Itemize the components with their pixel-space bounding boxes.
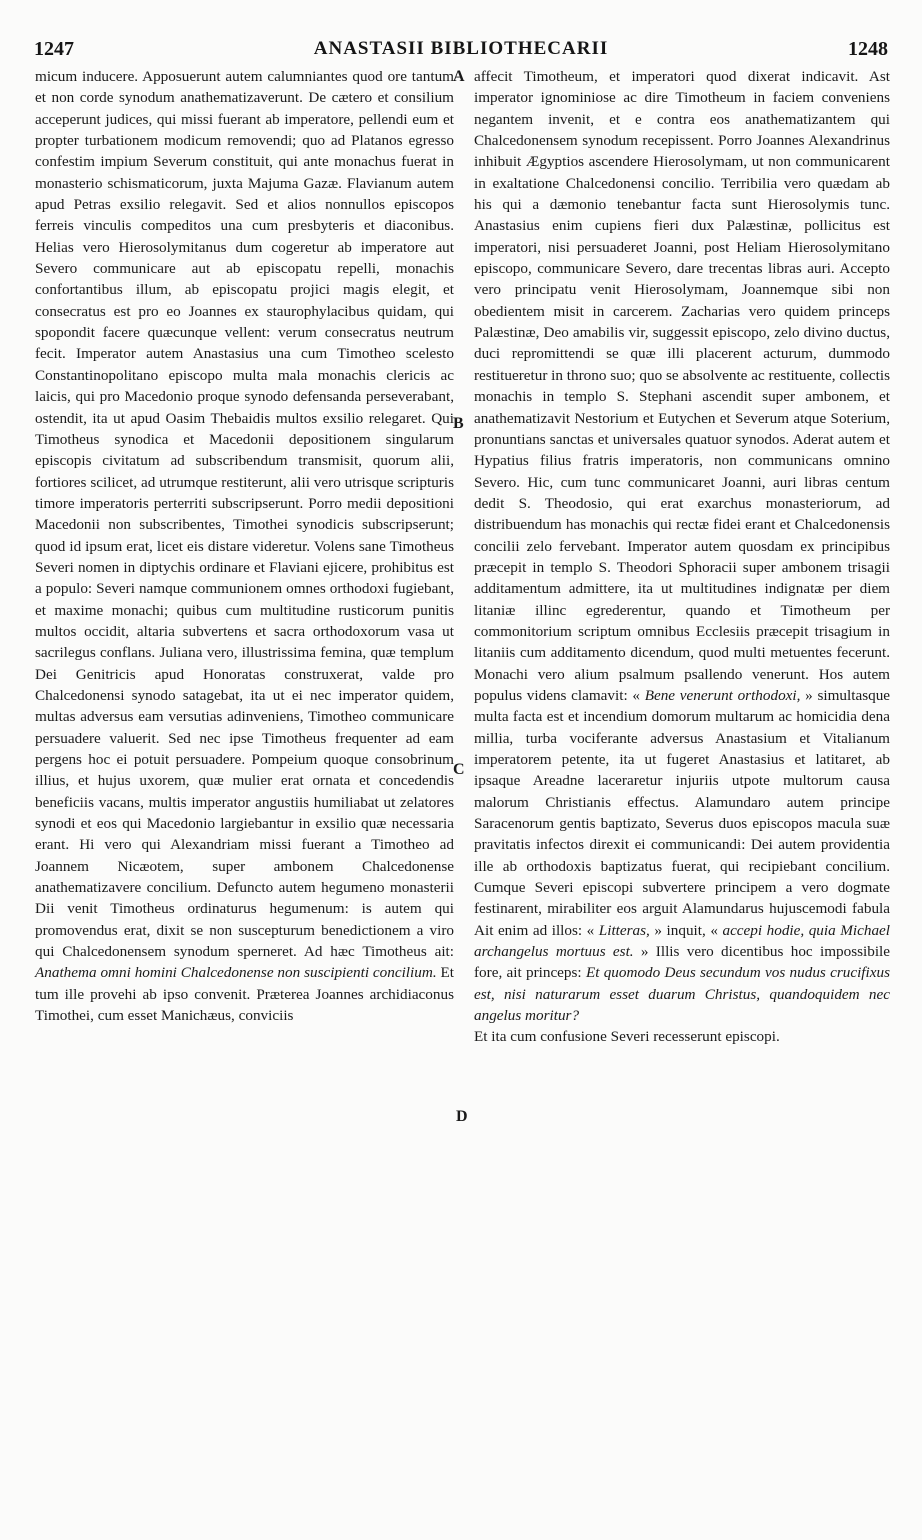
right-column-text — [474, 66, 890, 1048]
margin-marker-a: A — [453, 68, 465, 85]
michael-quote: accepi hodie, quia Michael archangelus mortuus est. — [474, 921, 891, 961]
margin-marker-b: B — [453, 415, 464, 432]
right-page-number: 1248 — [848, 38, 888, 60]
left-text-tail: Et tum ille provehi ab ipso convenit. Præterea Joannes archidiaconus Timothei, cum esset Manichæus, conviciis — [35, 964, 454, 1025]
margin-marker-c: C — [453, 761, 465, 778]
right-column — [474, 66, 890, 1048]
anathema-quote: Anathema omni homini Chalcedonense non suscipienti concilium. — [35, 964, 437, 982]
orthodoxi-quote: Bene venerunt orthodoxi, — [644, 686, 801, 704]
right-text-body: affecit Timotheum, et imperatori quod dixerat indicavit. Ast imperator ignominiose ac dire Timotheum in faciem conveniens negantem invenit, et e contra eos anathematizantem qui Chalcedonensem synodum recepissent. Porro Joannes Alexandrinus inhibuit Ægyptios ascendere Hierosolymam, ut non communicarent in exaltatione Chalcedonensi concilio. Terribilia vero quædam ab his qui a dæmonio tenebantur facta sunt Hierosolymis tunc. Anastasius enim cupiens fieri dux Palæstinæ, pollicitus est imperatori, nisi persuaderet Joanni, post Heliam Hierosolymitano episcopo, communicare Severo, dare trecentas libras auri. Accepto vero principatu venit Hierosolymam, Joannemque sibi non obedientem misit in carcerem. Zacharias vero quidem princeps Palæstinæ, Deo amabilis vir, suggessit episcopo, zelo divino ductus, duci repromittendi se quæ illi placerent acturum, dummodo restitueretur in throno suo; quo se absolvente ac restituente, collectis monachis in templo S. Stephani ascendit super ambonem, et anathematizavit Nestorium et Eutychen et Severum atque Soterium, pronuntians sanctas et universales quatuor synodos. Aderat autem et Hypatius filius fratris imperatoris, non communicans omnino Severo. Hic, cum tunc communicaret Joanni, auri libras centum dedit S. Theodosio, qui erat exarchus monasteriorum, ad distribuendum has monachis qui rectæ fidei erant et Chalcedonensis concilii zelo fervebant. Imperator autem quosdam ex principibus præcepit in templo S. Theodori Sphoracii super ambonem trisagii additamentum admittere, ita ut multitudines indignatæ per diem litaniæ illinc egrederentur, quando et Timotheum per commonitorium scriptum omnibus Ecclesiis præcepit trisagium in litaniis cum additamento dicendum, quod multi metuentes fecerunt. Monachi vero alium psalmum psallendo venerunt. Hos autem populus videns clamavit: « — [474, 68, 890, 704]
christus-quote: Et quomodo Deus secundum vos nudus crucifixus est, nisi naturarum esset duarum Christus, quandoquidem nec angelus moritur? — [474, 964, 890, 1025]
left-text-body: micum inducere. Apposuerunt autem calumniantes quod ore tantum et non corde synodum anathematizaverunt. De cætero et consilium acceperunt judices, qui missi fuerant ab imperatore, pellendi eum et propter turbationem modicum removendi; quo ad Platanos egresso confestim impium Severum constituit, qui ante monachus fuerat in monasterio schismaticorum, juxta Majuma Gazæ. Flavianum autem apud Petras exsilio relegavit. Sed et alios nonnullos episcopos ferreis vinculis compeditos una cum presbyteris et diaconibus. Helias vero Hierosolymitanus dum cogeretur ab imperatore aut Severo communicare aut ab episcopatu repelli, monachis confortantibus illum, ab episcopatu projici magis elegit, et consecratus est pro eo Joannes ex staurophylacibus quidam, qui spopondit facere quæcunque vellent: verum consecratus neutrum fecit. Imperator autem Anastasius una cum Timotheo scelesto Constantinopolitano episcopo multa mala monachis clericis ac laicis, qui pro Macedonio proque synodo defensanda perseverabant, ostendit, ita ut apud Oasim Thebaidis multos exsilio relegaret. Qui Timotheus synodica et Macedonii depositionem singularum episcopis civitatum ad subscribendum transmisit, quorum alii, fortiores scilicet, ad utrumque restiterunt, alii vero utrisque scripturis timore imperatoris perterriti subscripserunt. Porro medii depositioni Macedonii non subscribentes, Timothei synodicis subscripserunt; quod id ipsum erat, licet eis distare videretur. Volens sane Timotheus Severi nomen in diptychis ordinare et Flaviani ejicere, prohibitus est a populo: Severi namque communionem omnes orthodoxi fugiebant, et maxime monachi; quibus cum multitudine rusticorum punitis multos occidit, altaria subvertens et sacra orthodoxorum vasa ut sacrilegus conflans. Juliana vero, illustrissima femina, quæ templum Dei Genitricis apud Honoratas construxerat, valde pro Chalcedonensi synodo satagebat, ita ut ei nec imperator quidem, multas adversus eam versutias adinveniens, Timotheo communicare persuadere valuerit. Sed nec ipse Timotheus frequenter ad eam pergens hoc ei potuit persuadere. Pompeium quoque consobrinum illius, et hujus uxorem, quæ mulier erat ornata et concedendis beneficiis vacans, multis imperator angustiis humiliabat ut zelatores synodi et eos qui Macedonio largiebantur in exsilio quæ necessaria erant. Hi vero qui Alexandriam missi fuerant a Timotheo ad Joannem Nicæotem, super ambonem Chalcedonense anathematizavere concilium. Defuncto autem hegumeno monasterii Dii venit Timotheus ordinaturus hegumenum: is autem qui promovendus erat, dixit se non suscepturum benedictionem a viro qui Chalcedonensem synodum sperneret. Ad hæc Timotheus ait: — [35, 68, 454, 961]
closing-line: Et ita cum confusione Severi recesserunt episcopi. — [474, 1028, 780, 1046]
right-text-tail: » simultasque multa facta est et incendium domorum multarum ac homicidia dena millia, turba vociferante adversus Anastasium et Vitalianum imperatorem petente, ita ut fugeret Anastasius et latitaret, ab ipsaque Areadne laceraretur injuriis utpote multorum causa malorum Christianis effectus. Alamundaro autem principe Saracenorum gentis baptizato, Severus duos episcopos macula suæ pravitatis infectos direxit ei communicandi: Dei autem providentia ille ab orthodoxis baptizatus fuerat, qui recipiebant concilium. Cumque Severi episcopi subvertere principem a vero dogmate festinarent, mirabiliter eos arguit Alamundarus hujuscemodi fabula Ait enim ad illos: « — [474, 686, 891, 939]
inquit-text: » inquit, « — [654, 921, 718, 939]
margin-marker-d: D — [456, 1108, 468, 1125]
left-column — [35, 66, 454, 1026]
left-page-number: 1247 — [34, 38, 74, 60]
running-header — [34, 38, 888, 68]
running-title: ANASTASII BIBLIOTHECARII — [313, 38, 609, 59]
princeps-text: » Illis vero dicentibus hoc impossibile fore, ait princeps: — [474, 943, 891, 982]
left-column-text — [35, 66, 454, 1026]
litteras-quote: Litteras, — [598, 921, 650, 939]
